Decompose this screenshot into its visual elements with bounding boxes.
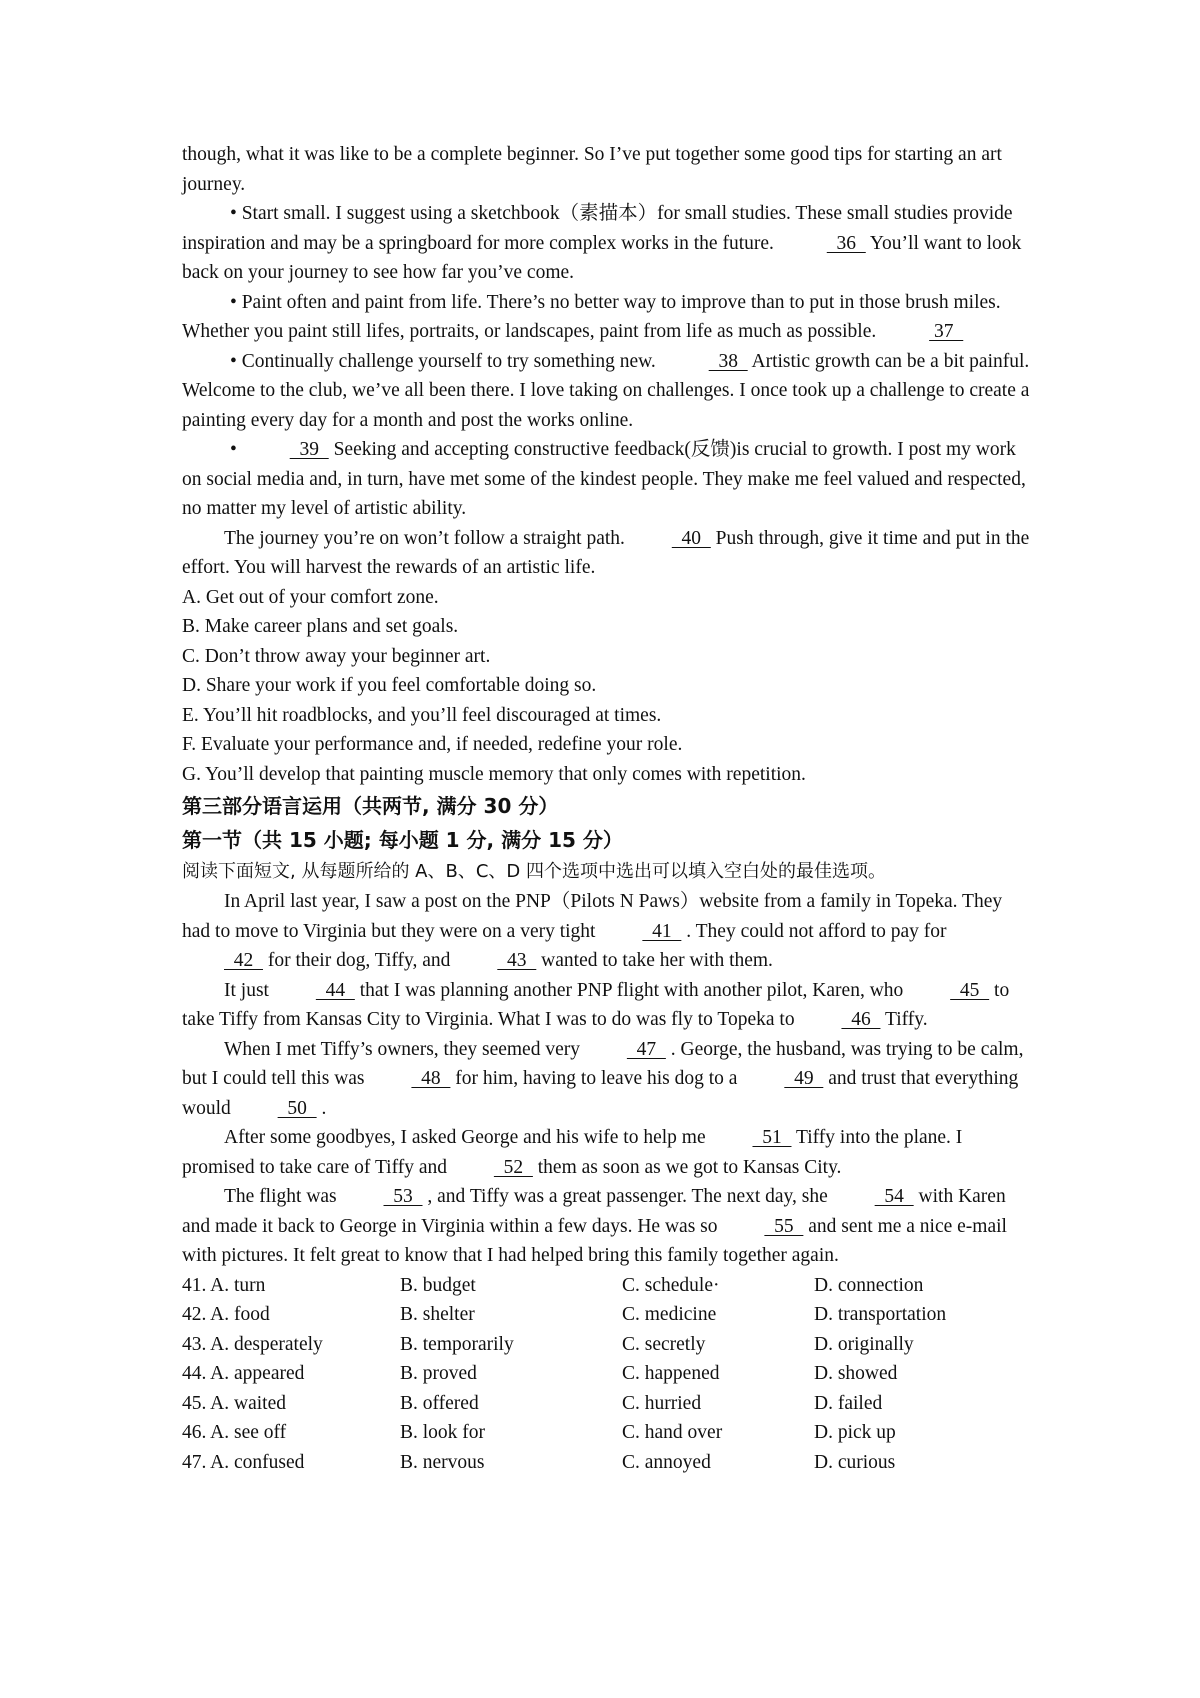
cloze-paragraph-3: When I met Tiffy’s owners, they seemed very 47 . George, the husband, was trying to be calm, but I could tell this was 48 for him, having to leave his dog to a 49 and trust that everything would 50 . <box>182 1035 1032 1124</box>
question-43 <box>182 1330 1032 1360</box>
blank-41: 41 <box>642 920 682 942</box>
blank-38: 38 <box>708 350 748 372</box>
choice-43-a: 43. A. desperately <box>182 1333 323 1355</box>
blank-52: 52 <box>493 1156 533 1178</box>
choice-46-d: D. pick up <box>814 1422 896 1443</box>
tip-challenge: • Continually challenge yourself to try something new. 38 Artistic growth can be a bit painful. Welcome to the club, we’ve all been there. I love taking on challenges. I once took up a challenge to create a painting every day for a month and post the works online. <box>182 347 1032 436</box>
choice-41-c: C. schedule· <box>622 1274 720 1296</box>
question-42 <box>182 1300 1032 1330</box>
blank-45: 45 <box>950 979 990 1001</box>
choice-46-b: B. look for <box>400 1422 486 1443</box>
blank-55: 55 <box>764 1215 804 1237</box>
blank-54: 54 <box>874 1186 914 1207</box>
choice-41-d: D. connection <box>814 1274 924 1296</box>
choice-44-b: B. proved <box>400 1363 477 1384</box>
blank-46: 46 <box>841 1009 881 1030</box>
cloze-paragraph-1: In April last year, I saw a post on the PNP（Pilots N Paws）website from a family in Topeka. They had to move to Virginia but they were on a very tight 41 . They could not afford to pay for 42 for their dog, Tiffy, and 43 wanted to take her with them. <box>182 887 1032 976</box>
tip-feedback: • 39 Seeking and accepting constructive feedback(反馈)is crucial to growth. I post my work on social media and, in turn, have met some of the kindest people. They make me feel valued and respected, no matter my level of artistic ability. <box>182 435 1032 524</box>
choice-41-a: 41. A. turn <box>182 1274 266 1296</box>
option-e: E. You’ll hit roadblocks, and you’ll feel discouraged at times. <box>182 704 662 726</box>
choice-47-b: B. nervous <box>400 1451 485 1473</box>
choice-45-a: 45. A. waited <box>182 1392 286 1414</box>
blank-53: 53 <box>383 1186 423 1207</box>
choice-44-a: 44. A. appeared <box>182 1363 305 1384</box>
choice-45-c: C. hurried <box>622 1392 702 1414</box>
question-46 <box>182 1418 1032 1448</box>
blank-39: 39 <box>289 439 329 460</box>
blank-49: 49 <box>784 1068 824 1089</box>
question-44 <box>182 1359 1032 1389</box>
cloze-paragraph-5: The flight was 53 , and Tiffy was a great passenger. The next day, she 54 with Karen and made it back to George in Virginia within a few days. He was so 55 and sent me a nice e-mail with pictures. It felt great to know that I had helped bring this family together again. <box>182 1182 1032 1271</box>
blank-37: 37 <box>929 321 964 342</box>
cloze-paragraph-2: It just 44 that I was planning another PNP flight with another pilot, Karen, who 45 to take Tiffy from Kansas City to Virginia. What I was to do was fly to Topeka to 46 Tiffy. <box>182 976 1032 1035</box>
option-f: F. Evaluate your performance and, if needed, redefine your role. <box>182 734 683 755</box>
section-instruction: 阅读下面短文, 从每题所给的 A、B、C、D 四个选项中选出可以填入空白处的最佳选项。 <box>182 861 886 882</box>
choice-42-b: B. shelter <box>400 1304 475 1325</box>
blank-50: 50 <box>277 1097 317 1119</box>
blank-40: 40 <box>671 527 711 549</box>
document-page <box>182 140 1032 1477</box>
blank-44: 44 <box>315 979 355 1001</box>
section-title: 第三部分语言运用（共两节, 满分 30 分） <box>182 794 559 818</box>
option-c: C. Don’t throw away your beginner art. <box>182 645 491 667</box>
blank-43: 43 <box>497 950 537 971</box>
choice-43-c: C. secretly <box>622 1333 706 1355</box>
question-45 <box>182 1389 1032 1419</box>
choice-42-c: C. medicine <box>622 1304 717 1325</box>
option-b: B. Make career plans and set goals. <box>182 616 459 637</box>
choice-46-c: C. hand over <box>622 1422 723 1443</box>
question-choices <box>182 1271 1032 1478</box>
tip-paint-often: • Paint often and paint from life. There’s no better way to improve than to put in those brush miles. Whether you paint still lifes, portraits, or landscapes, paint from life as much as possible. 37 <box>182 288 1032 347</box>
choice-45-d: D. failed <box>814 1392 883 1414</box>
choice-47-a: 47. A. confused <box>182 1451 305 1473</box>
choice-46-a: 46. A. see off <box>182 1422 287 1443</box>
passage-intro: though, what it was like to be a complete beginner. So I’ve put together some good tips for starting an art journey. <box>182 144 1002 195</box>
blank-36: 36 <box>826 232 866 254</box>
blank-51: 51 <box>752 1127 792 1148</box>
blank-47: 47 <box>626 1038 666 1060</box>
option-d: D. Share your work if you feel comfortable doing so. <box>182 675 597 696</box>
blank-48: 48 <box>411 1068 451 1089</box>
tip-start-small: • Start small. I suggest using a sketchbook（素描本）for small studies. These small studies provide inspiration and may be a springboard for more complex works in the future. 36 You’ll want to look back on your journey to see how far you’ve come. <box>182 203 1022 283</box>
question-41 <box>182 1271 1032 1301</box>
cloze-paragraph-4: After some goodbyes, I asked George and his wife to help me 51 Tiffy into the plane. I promised to take care of Tiffy and 52 them as soon as we got to Kansas City. <box>182 1123 1032 1182</box>
choice-44-c: C. happened <box>622 1363 720 1384</box>
choice-43-d: D. originally <box>814 1333 914 1355</box>
choice-45-b: B. offered <box>400 1392 479 1414</box>
passage-ending: The journey you’re on won’t follow a straight path. 40 Push through, give it time and put in the effort. You will harvest the rewards of an artistic life. <box>182 524 1032 583</box>
choice-47-d: D. curious <box>814 1451 896 1473</box>
choice-44-d: D. showed <box>814 1363 898 1384</box>
choice-42-d: D. transportation <box>814 1304 947 1325</box>
blank-42: 42 <box>224 950 263 971</box>
section-subtitle: 第一节（共 15 小题; 每小题 1 分, 满分 15 分） <box>182 828 623 852</box>
question-47 <box>182 1448 1032 1478</box>
option-g: G. You’ll develop that painting muscle memory that only comes with repetition. <box>182 763 806 785</box>
choice-41-b: B. budget <box>400 1274 476 1296</box>
choice-43-b: B. temporarily <box>400 1333 514 1355</box>
choice-42-a: 42. A. food <box>182 1304 270 1325</box>
choice-47-c: C. annoyed <box>622 1451 711 1473</box>
option-a: A. Get out of your comfort zone. <box>182 586 439 608</box>
